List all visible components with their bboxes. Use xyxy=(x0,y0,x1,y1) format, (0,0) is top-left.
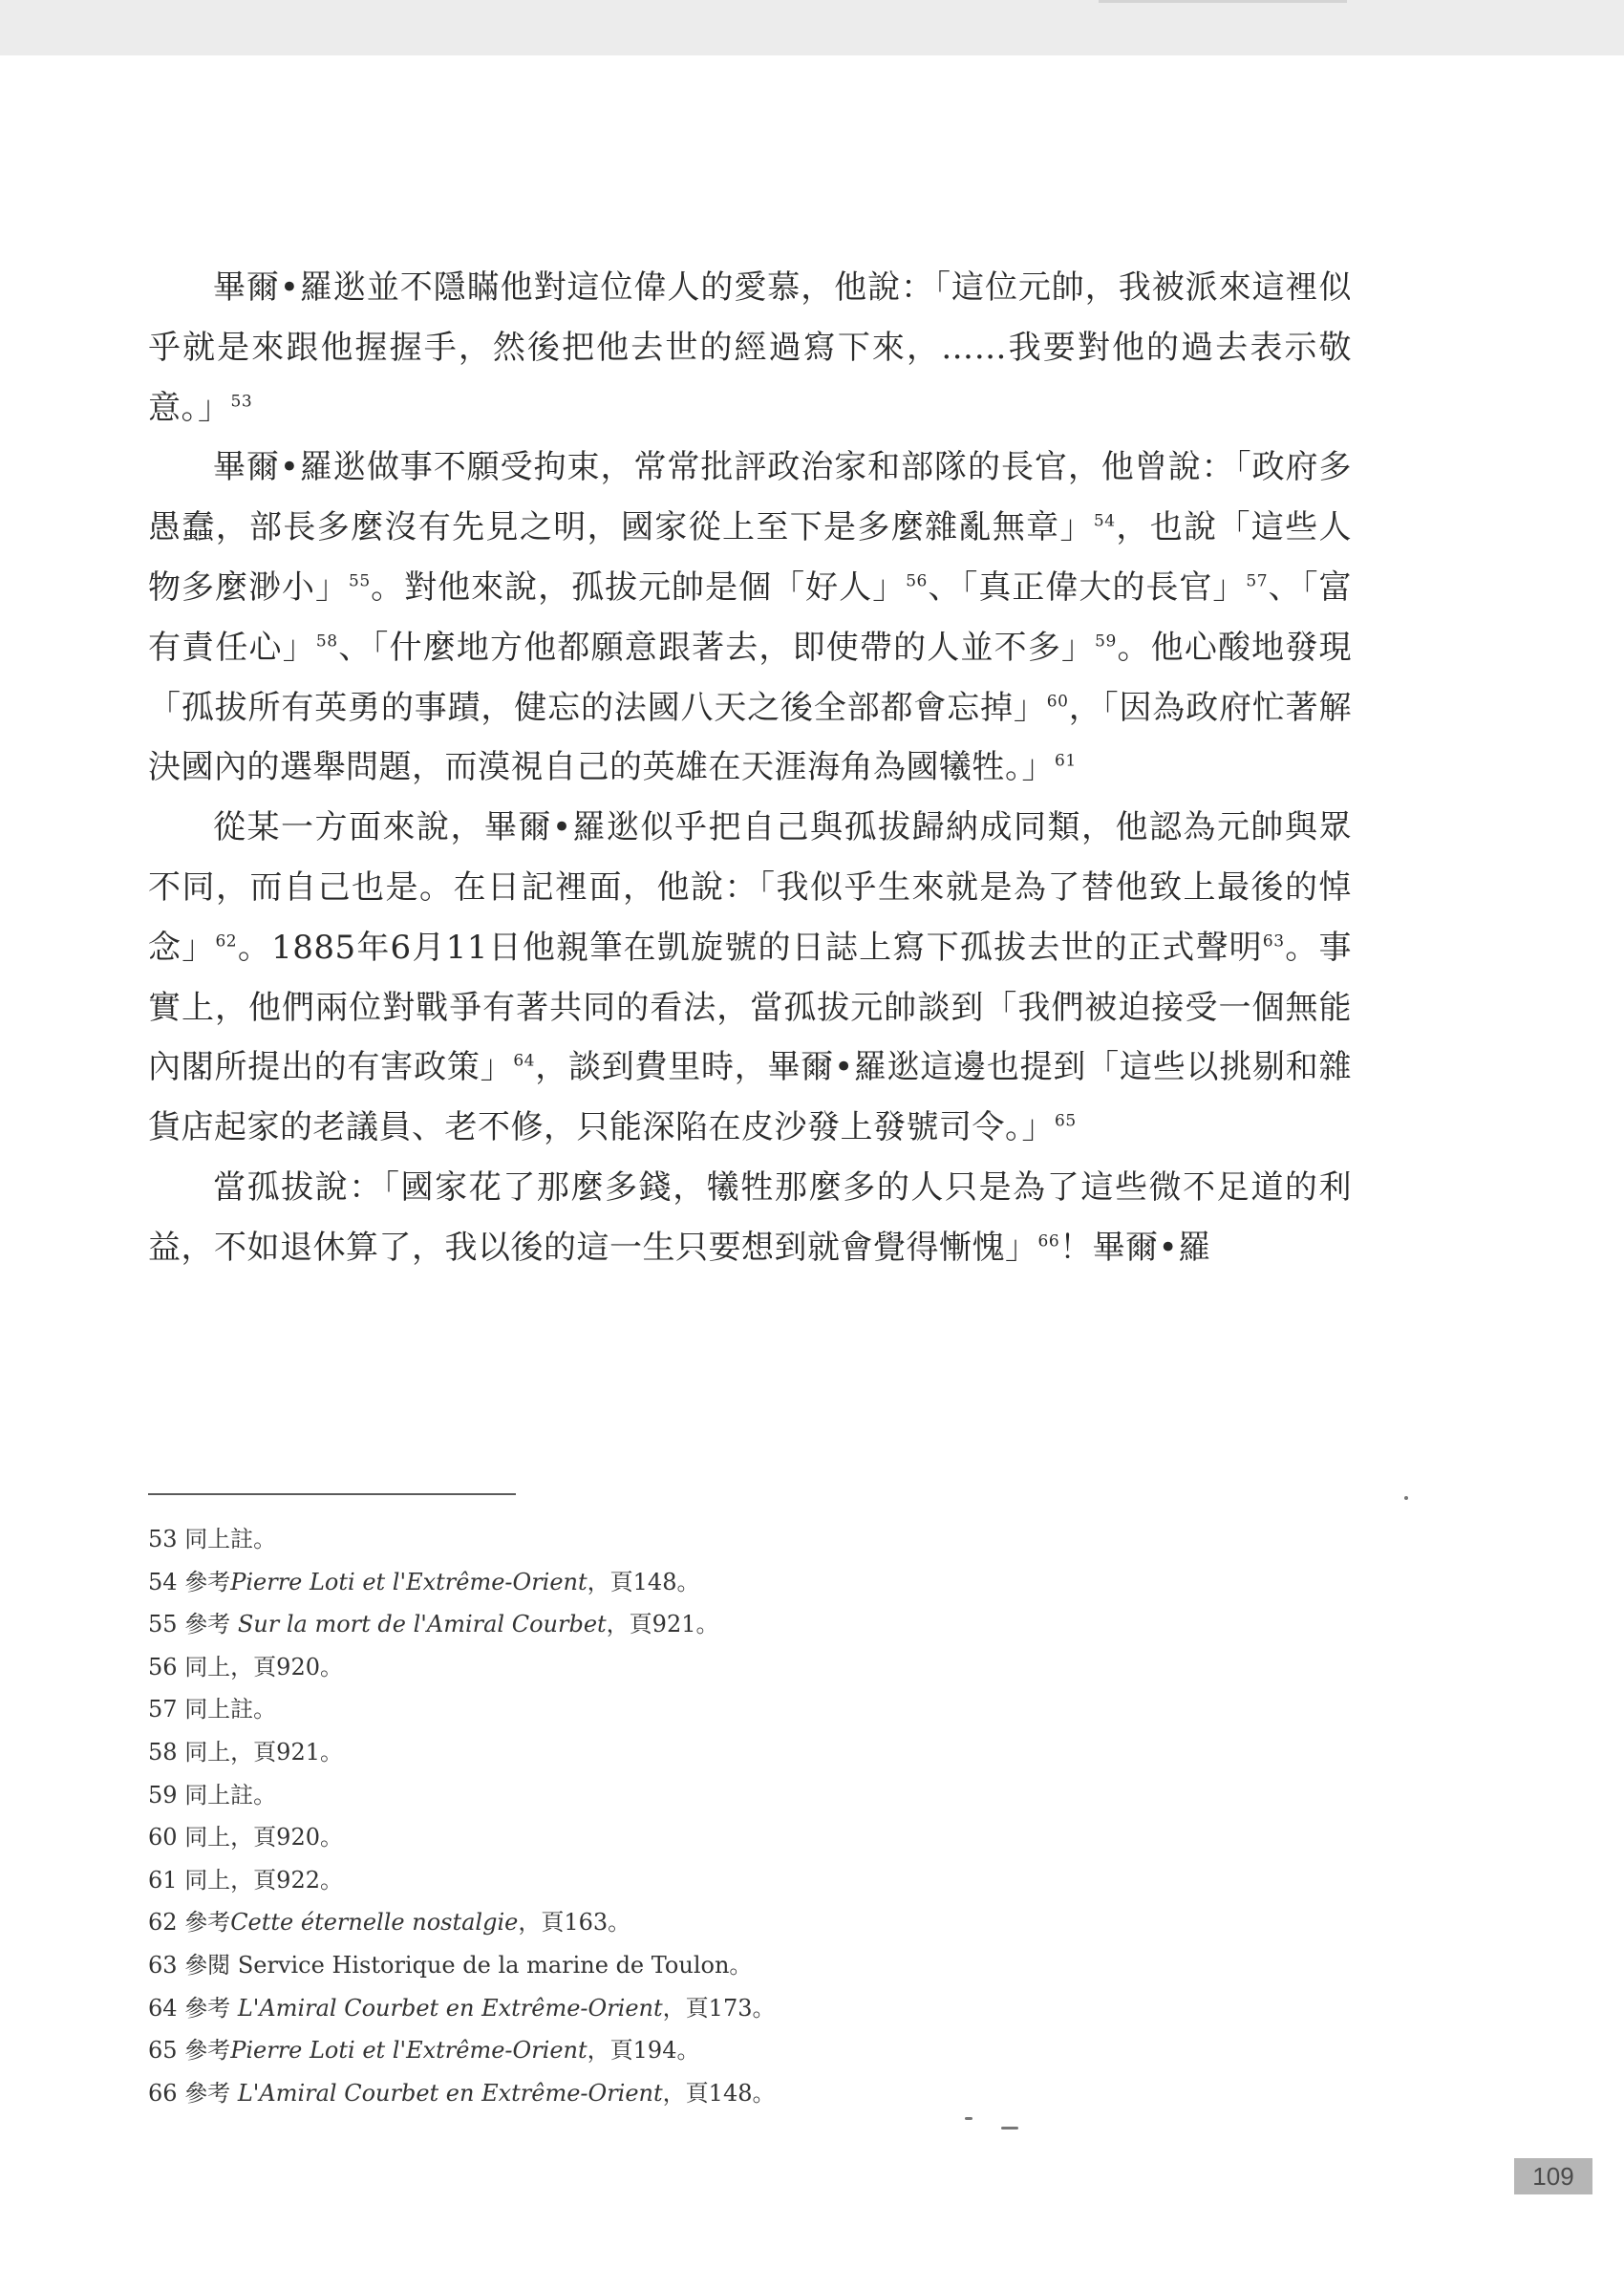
page-number: 109 xyxy=(1514,2158,1592,2194)
paragraph-text: 。他心酸地發現「孤拔所有英勇的事蹟，健忘的法國八天之後全部都會忘掉」 xyxy=(148,628,1353,727)
footnote-ref[interactable]: 57 xyxy=(1246,571,1269,591)
footnote-text: 參考 xyxy=(184,2079,238,2107)
footnote-ref[interactable]: 62 xyxy=(215,931,238,952)
footnote-number: 53 xyxy=(148,1526,178,1552)
footnote-number: 59 xyxy=(148,1781,178,1808)
footnote-text: 參考 xyxy=(184,1568,231,1595)
footnote xyxy=(148,1561,1294,1604)
footnote xyxy=(148,1603,1294,1646)
footnote-number: 66 xyxy=(148,2079,178,2107)
paragraph xyxy=(148,438,1352,798)
paragraph xyxy=(148,798,1352,1158)
footnote-ref[interactable]: 54 xyxy=(1093,511,1116,531)
footnote-source-title: L'Amiral Courbet en Extrême-Orient xyxy=(237,1994,663,2022)
footnote xyxy=(148,1987,1294,2030)
footnote-ref[interactable]: 59 xyxy=(1095,631,1117,652)
footnote-page-ref: ，頁173。 xyxy=(662,1994,776,2022)
footnote xyxy=(148,1731,1294,1774)
footnote-page-ref: ，頁194。 xyxy=(587,2037,700,2065)
scan-top-rule xyxy=(1099,0,1347,3)
paragraph-text: 、「真正偉大的長官」 xyxy=(927,567,1247,607)
footnote-list xyxy=(148,1518,1294,2114)
footnote-text: 參考 xyxy=(184,1994,238,2022)
footnote xyxy=(148,1859,1294,1902)
footnote-ref[interactable]: 66 xyxy=(1037,1231,1060,1252)
footnote-number: 65 xyxy=(148,2037,178,2065)
footnote-ref[interactable]: 61 xyxy=(1055,752,1077,772)
footnote-page-ref: ，頁148。 xyxy=(662,2079,776,2107)
scan-top-band xyxy=(0,0,1624,55)
footnote-text: 同上，頁920。 xyxy=(184,1824,343,1851)
footnote-source-title: Pierre Loti et l'Extrême-Orient xyxy=(230,2037,588,2065)
footnote-page-ref: ，頁148。 xyxy=(587,1568,700,1595)
footnote-number: 58 xyxy=(148,1738,178,1766)
paragraph-text: 、「什麼地方他都願意跟著去，即使帶的人並不多」 xyxy=(337,628,1096,667)
paragraph-text: 畢爾•羅逖並不隱瞞他對這位偉人的愛慕，他說：「這位元帥，我被派來這裡似乎就是來跟他握握手，然後把他去世的經過寫下來，……我要對他的過去表示敬意。」 xyxy=(148,268,1352,427)
paragraph-text: ，「因為政府忙著解決國內的選舉問題，而漠視自己的英雄在天涯海角為國犧牲。」 xyxy=(148,688,1353,787)
paragraph-text: 。1885年6月11日他親筆在凱旋號的日誌上寫下孤拔去世的正式聲明 xyxy=(237,928,1263,967)
footnote-text: 同上，頁922。 xyxy=(184,1866,343,1894)
footnote-text: 同上註。 xyxy=(184,1526,277,1552)
footnote-ref[interactable]: 65 xyxy=(1055,1111,1077,1131)
footnote-number: 64 xyxy=(148,1994,178,2022)
footnote-text: 同上註。 xyxy=(184,1696,277,1723)
footnote-page-ref: ，頁921。 xyxy=(606,1611,719,1638)
scan-speck xyxy=(1001,2127,1018,2129)
paragraph-text: ，談到費里時，畢爾•羅逖這邊也提到「這些以挑剔和雜貨店起家的老議員、老不修，只能深陷在皮沙發上發號司令。」 xyxy=(148,1048,1352,1147)
scan-speck xyxy=(965,2117,972,2120)
paragraph xyxy=(148,1158,1352,1278)
footnote-number: 61 xyxy=(148,1866,178,1894)
paragraph-text: 。對他來說，孤拔元帥是個「好人」 xyxy=(370,567,907,607)
paragraph xyxy=(148,258,1352,438)
footnote-source-title: Cette éternelle nostalgie xyxy=(230,1909,519,1937)
footnote-number: 57 xyxy=(148,1696,178,1723)
footnote-source-title: L'Amiral Courbet en Extrême-Orient xyxy=(237,2079,663,2107)
paragraph-text: 。事實上，他們兩位對戰爭有著共同的看法，當孤拔元帥談到「我們被迫接受一個無能內閣所提出的有害政策」 xyxy=(148,928,1353,1087)
footnote-number: 55 xyxy=(148,1611,178,1638)
footnote xyxy=(148,1901,1294,1944)
footnote xyxy=(148,1646,1294,1689)
paragraph-text: 畢爾•羅逖做事不願受拘束，常常批評政治家和部隊的長官，他曾說：「政府多愚蠢，部長多麼沒有先見之明，國家從上至下是多麼雜亂無章」 xyxy=(148,448,1352,547)
footnote-text: 同上註。 xyxy=(184,1781,277,1808)
footnote xyxy=(148,2072,1294,2115)
footnote-text: 參考 xyxy=(184,2037,231,2065)
footnote xyxy=(148,1944,1294,1987)
scan-speck xyxy=(1404,1496,1408,1500)
footnote xyxy=(148,1518,1294,1561)
footnote-text: 參考 xyxy=(184,1611,238,1638)
footnote-source-title: Sur la mort de l'Amiral Courbet xyxy=(237,1611,607,1638)
footnote-source-title: Pierre Loti et l'Extrême-Orient xyxy=(230,1568,588,1595)
footnote xyxy=(148,1688,1294,1731)
footnote-ref[interactable]: 53 xyxy=(230,392,253,412)
footnote-number: 62 xyxy=(148,1909,178,1937)
paragraph-text: ，也說「這些人物多麼渺小」 xyxy=(148,508,1353,607)
footnote-number: 56 xyxy=(148,1653,178,1680)
footnote-ref[interactable]: 63 xyxy=(1262,931,1285,952)
footnote-number: 63 xyxy=(148,1951,178,1979)
footnote-text: 同上，頁921。 xyxy=(184,1738,343,1766)
footnote-text: 參考 xyxy=(184,1909,231,1937)
footnote xyxy=(148,2029,1294,2072)
footnote-ref[interactable]: 56 xyxy=(906,571,928,591)
footnote xyxy=(148,1774,1294,1817)
paragraph-text: ！畢爾•羅 xyxy=(1059,1228,1211,1267)
footnote-ref[interactable]: 58 xyxy=(315,631,338,652)
footnote-page-ref: ，頁163。 xyxy=(518,1909,631,1937)
paragraph-text: 、「富有責任心」 xyxy=(148,567,1353,667)
footnote-number: 54 xyxy=(148,1568,178,1595)
paragraph-text: 當孤拔說：「國家花了那麼多錢，犧牲那麼多的人只是為了這些微不足道的利益，不如退休算了，我以後的這一生只要想到就會覺得慚愧」 xyxy=(148,1167,1352,1267)
footnote-text: 同上，頁920。 xyxy=(184,1653,343,1680)
footnote-ref[interactable]: 64 xyxy=(513,1052,535,1072)
footnote xyxy=(148,1816,1294,1859)
paragraph-text: 從某一方面來說，畢爾•羅逖似乎把自己與孤拔歸納成同類，他認為元帥與眾不同，而自己也是。在日記裡面，他說：「我似乎生來就是為了替他致上最後的悼念」 xyxy=(148,808,1352,967)
footnote-number: 60 xyxy=(148,1824,178,1851)
body-text xyxy=(148,258,1352,1278)
footnote-text: 參閱 Service Historique de la marine de Toulon。 xyxy=(184,1951,753,1979)
footnote-ref[interactable]: 60 xyxy=(1046,692,1069,712)
footnote-separator xyxy=(148,1493,516,1495)
footnote-ref[interactable]: 55 xyxy=(349,571,371,591)
